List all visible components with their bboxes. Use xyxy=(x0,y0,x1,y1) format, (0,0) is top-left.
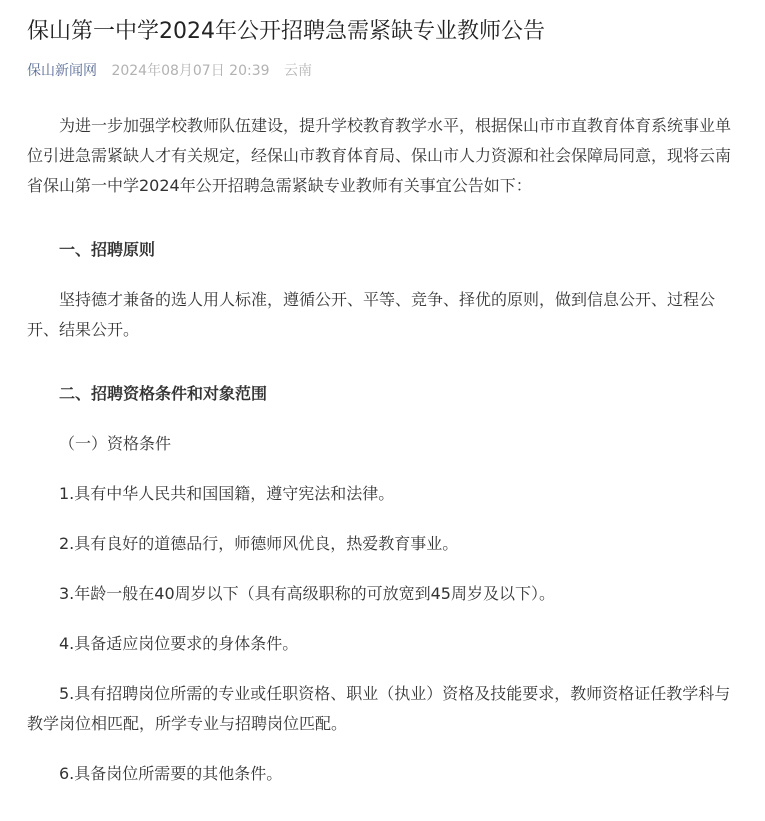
list-item: 4.具备适应岗位要求的身体条件。 xyxy=(59,634,299,653)
list-item: 3.年龄一般在40周岁以下（具有高级职称的可放宽到45周岁及以下）。 xyxy=(59,584,555,603)
section-heading-principles: 一、招聘原则 xyxy=(59,240,156,259)
source-link[interactable]: 保山新闻网 xyxy=(27,63,97,79)
subsection-heading-conditions: （一）资格条件 xyxy=(59,434,172,453)
intro-paragraph: 为进一步加强学校教师队伍建设，提升学校教育教学水平，根据保山市市直教育体育系统事业单位引进急需紧缺人才有关规定，经保山市教育体育局、保山市人力资源和社会保障局同意，现将云南省保山第一中学2024年公开招聘急需紧缺专业教师有关事宜公告如下： xyxy=(27,116,732,195)
list-item: 1.具有中华人民共和国国籍，遵守宪法和法律。 xyxy=(59,484,395,503)
principles-paragraph: 坚持德才兼备的选人用人标准，遵循公开、平等、竞争、择优的原则，做到信息公开、过程公开、结果公开。 xyxy=(27,290,716,339)
list-item: 5.具有招聘岗位所需的专业或任职资格、职业（执业）资格及技能要求，教师资格证任教学科与教学岗位相匹配，所学专业与招聘岗位匹配。 xyxy=(27,684,731,733)
region-label: 云南 xyxy=(283,63,312,79)
article-content xyxy=(27,111,737,789)
article-title: 保山第一中学2024年公开招聘急需紧缺专业教师公告 xyxy=(27,19,545,44)
section-heading-qualifications: 二、招聘资格条件和对象范围 xyxy=(59,384,268,403)
article-meta xyxy=(27,61,737,81)
list-item: 6.具备岗位所需要的其他条件。 xyxy=(59,764,283,783)
list-item: 2.具有良好的道德品行，师德师风优良，热爱教育事业。 xyxy=(59,534,459,553)
publish-datetime: 2024年08月07日 20:39 xyxy=(111,63,270,79)
